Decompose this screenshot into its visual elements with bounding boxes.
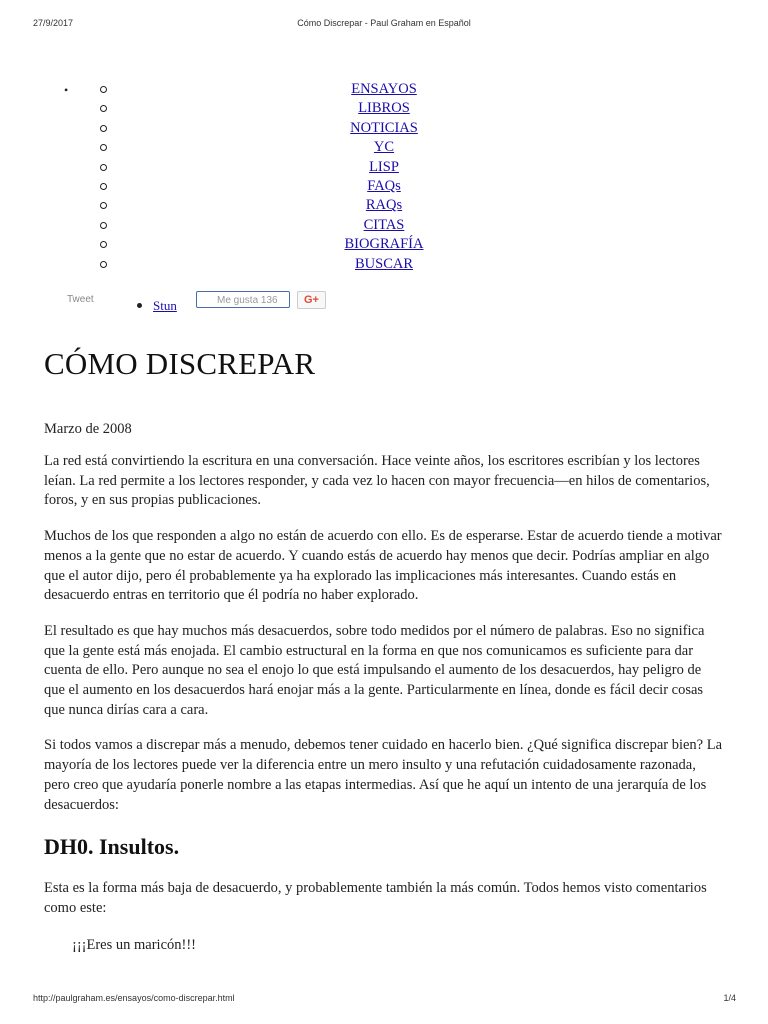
section-heading: DH0. Insultos. (44, 834, 180, 860)
nav-item-faqs (0, 177, 768, 196)
nav-link-faqs[interactable]: FAQs (367, 177, 401, 194)
circle-bullet-icon (100, 183, 107, 190)
blockquote: ¡¡¡Eres un maricón!!! (72, 936, 196, 953)
main-nav (0, 80, 768, 274)
facebook-like-button[interactable] (196, 291, 290, 308)
paragraph: La red está convirtiendo la escritura en una conversación. Hace veinte años, los escritores escribían y los lectores leían. La red permite a los lectores responder, y cada vez lo hacen con mayor frecuencia—en hilos de comentarios, foros, y en sus propias publicaciones. (44, 453, 710, 509)
gplus-icon: G+ (304, 294, 319, 306)
print-header (0, 18, 768, 32)
print-url: http://paulgraham.es/ensayos/como-discrepar.html (33, 993, 235, 1003)
nav-item-biografia (0, 235, 768, 254)
nav-bullet-icon: • (64, 83, 69, 97)
nav-link-raqs[interactable]: RAQs (365, 197, 403, 214)
tweet-button[interactable]: Tweet (67, 294, 94, 305)
page-number: 1/4 (723, 993, 736, 1003)
social-bar (0, 290, 768, 320)
nav-link-yc[interactable]: YC (373, 139, 395, 156)
circle-bullet-icon (100, 86, 107, 93)
google-plus-button[interactable] (297, 291, 326, 309)
paragraph: Muchos de los que responden a algo no están de acuerdo con ello. Es de esperarse. Estar de acuerdo tiende a motivar menos a la gente que no estar de acuerdo. Y cuando estás de acuerdo hay menos que decir. Podrías ampliar en algo que el autor dijo, pero él probablemente ya ha explorado las implicaciones más interesantes. Cuando estás en desacuerdo entras en territorio que él podría no haber explorado. (44, 528, 722, 604)
article-title: CÓMO DISCREPAR (44, 346, 316, 381)
nav-link-ensayos[interactable]: ENSAYOS (351, 81, 417, 97)
nav-item-citas (0, 216, 768, 235)
paragraph: Si todos vamos a discrepar más a menudo, debemos tener cuidado en hacerlo bien. ¿Qué significa discrepar bien? La mayoría de los lectores puede ver la diferencia entre un mero insulto y una refutación cuidadosamente razonada, pero creo que ayudaría ponerle nombre a las etapas intermedias. Así que he aquí un intento de una jerarquía de los desacuerdos: (44, 737, 723, 813)
stun-link[interactable]: Stun (153, 298, 177, 313)
nav-item-lisp (0, 158, 768, 177)
nav-link-libros[interactable]: LIBROS (358, 100, 410, 117)
nav-item-libros (0, 99, 768, 118)
article-date: Marzo de 2008 (44, 421, 132, 437)
nav-item-yc (0, 138, 768, 157)
circle-bullet-icon (100, 164, 107, 171)
nav-link-noticias[interactable]: NOTICIAS (350, 119, 418, 136)
nav-link-buscar[interactable]: BUSCAR (354, 255, 414, 272)
nav-item-ensayos (0, 80, 768, 99)
article (44, 346, 724, 954)
nav-item-noticias (0, 119, 768, 138)
nav-link-lisp[interactable]: LISP (369, 158, 399, 175)
circle-bullet-icon (100, 125, 107, 132)
like-label: Me gusta 136 (217, 295, 278, 306)
circle-bullet-icon (100, 222, 107, 229)
nav-item-buscar (0, 255, 768, 274)
nav-link-citas[interactable]: CITAS (363, 216, 405, 233)
print-footer (0, 993, 768, 1007)
nav-link-biografia[interactable]: BIOGRAFÍA (344, 236, 424, 253)
bullet-icon (137, 303, 142, 308)
circle-bullet-icon (100, 261, 107, 268)
paragraph: Esta es la forma más baja de desacuerdo, y probablemente también la más común. Todos hemos visto comentarios como este: (44, 880, 707, 916)
print-date: 27/9/2017 (33, 18, 74, 28)
paragraph: El resultado es que hay muchos más desacuerdos, sobre todo medidos por el número de palabras. Eso no significa que la gente está más enojada. El cambio estructural en la forma en que nos comunicamos es suficiente para dar cuenta de ello. Pero aunque no sea el enojo lo que está impulsando el aumento de los desacuerdos, hay peligro de que el aumento en los desacuerdos hará enojar más a la gente. Particularmente en línea, donde es fácil decir cosas que nunca dirías cara a cara. (44, 622, 705, 718)
print-title: Cómo Discrepar - Paul Graham en Español (297, 18, 471, 28)
nav-item-raqs (0, 196, 768, 215)
